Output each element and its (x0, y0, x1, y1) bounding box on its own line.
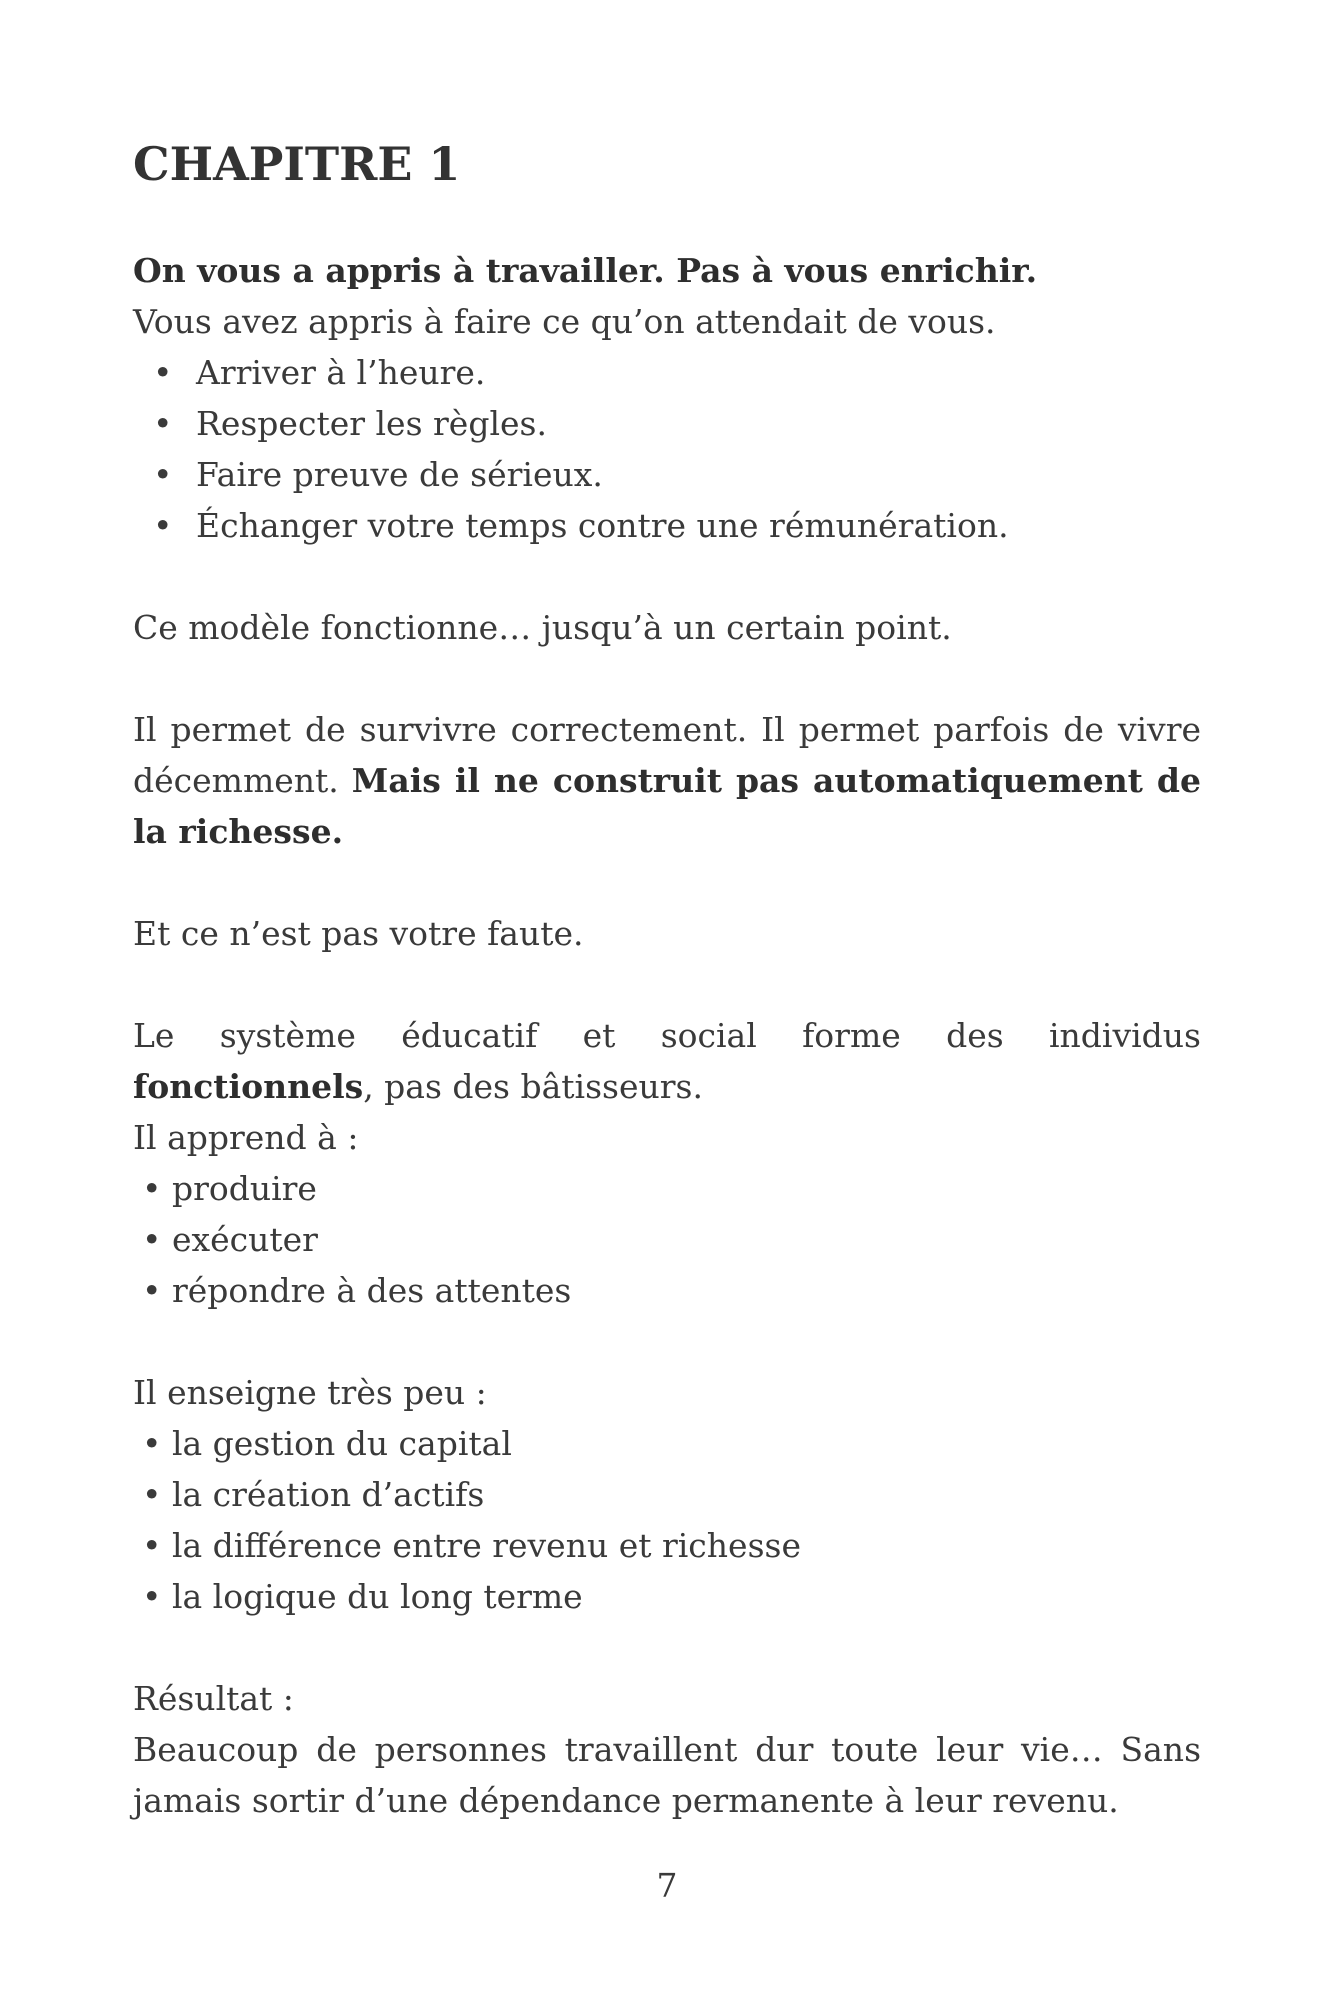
survive-bold-text: Mais il ne construit pas automatiquement de la richesse. (133, 761, 1201, 851)
little-label: Il enseigne très peu : (133, 1373, 487, 1412)
chapter-body (133, 245, 1201, 1826)
page-number: 7 (656, 1866, 678, 1905)
result-label: Résultat : (133, 1679, 294, 1718)
system-text-end: , pas des bâtisseurs. (363, 1067, 703, 1106)
result-paragraph: Beaucoup de personnes travaillent dur toute leur vie… Sans jamais sortir d’une dépendance permanente à leur revenu. (133, 1730, 1201, 1820)
list-item (133, 347, 1201, 398)
intro-heading (133, 245, 1201, 296)
survive-paragraph (133, 704, 1201, 857)
teaches-list (133, 1163, 1201, 1316)
system-bold-text: fonctionnels (133, 1067, 364, 1106)
bullet-icon: • (153, 506, 173, 545)
paragraph-gap (133, 551, 1201, 602)
paragraph-gap (133, 1316, 1201, 1367)
intro-heading-text: On vous a appris à travailler. Pas à vous enrichir. (133, 251, 1038, 290)
book-page (133, 0, 1201, 2000)
list-item (133, 398, 1201, 449)
paragraph-gap (133, 857, 1201, 908)
bullet-icon: • (153, 455, 173, 494)
list-item-text: Échanger votre temps contre une rémunération. (196, 506, 1009, 545)
little-list (133, 1418, 1201, 1622)
bullet-icon: • (153, 353, 173, 392)
list-item: • la création d’actifs (142, 1475, 485, 1514)
list-item: • la gestion du capital (142, 1424, 512, 1463)
list-item: • la différence entre revenu et richesse (142, 1526, 801, 1565)
list-item: • produire (142, 1169, 317, 1208)
survive-text: Il permet de survivre correctement. Il permet parfois de vivre décemment. (133, 710, 1201, 800)
list-item-text: Arriver à l’heure. (196, 353, 486, 392)
list-item (133, 500, 1201, 551)
intro-line: Vous avez appris à faire ce qu’on attendait de vous. (133, 302, 996, 341)
list-item: • la logique du long terme (142, 1577, 583, 1616)
fault-paragraph: Et ce n’est pas votre faute. (133, 914, 584, 953)
model-paragraph: Ce modèle fonctionne… jusqu’à un certain point. (133, 608, 952, 647)
bullet-icon: • (153, 404, 173, 443)
chapter-title: CHAPITRE 1 (133, 137, 461, 191)
list-item-text: Faire preuve de sérieux. (196, 455, 603, 494)
teaches-label: Il apprend à : (133, 1118, 359, 1157)
paragraph-gap (133, 653, 1201, 704)
paragraph-gap (133, 959, 1201, 1010)
paragraph-gap (133, 1622, 1201, 1673)
list-item (133, 449, 1201, 500)
list-item-text: Respecter les règles. (196, 404, 547, 443)
system-text-start: Le système éducatif et social forme des individus (133, 1016, 1201, 1055)
list-item: • répondre à des attentes (142, 1271, 572, 1310)
work-habits-list (133, 347, 1201, 551)
system-paragraph (133, 1010, 1201, 1112)
list-item: • exécuter (142, 1220, 318, 1259)
